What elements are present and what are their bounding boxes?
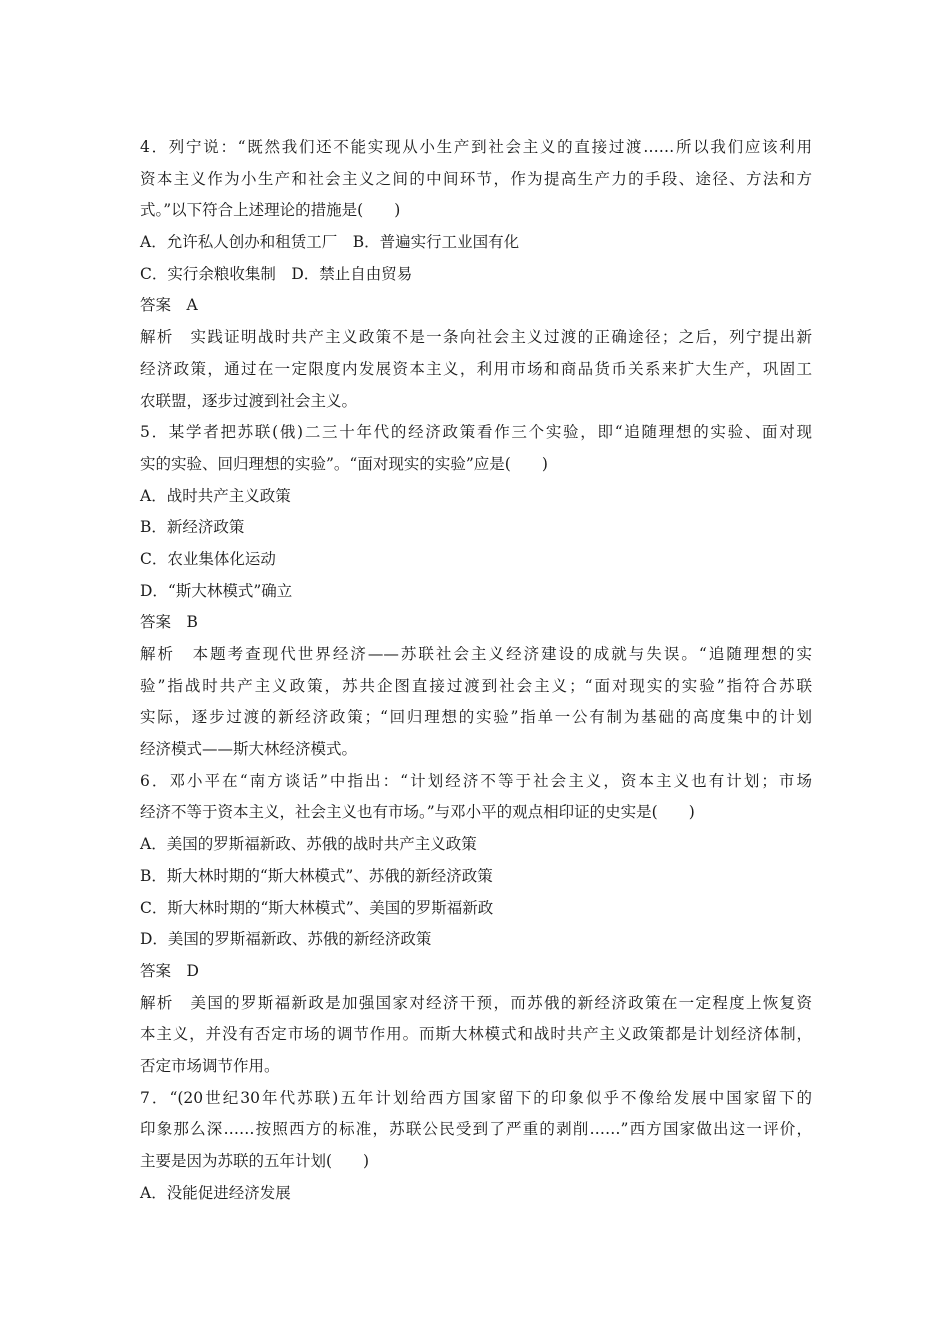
q4-stem-line-2: 资本主义作为小生产和社会主义之间的中间环节，作为提高生产力的手段、途径、方法和方: [140, 169, 812, 188]
q5-stem-line-1: 5．某学者把苏联(俄)二三十年代的经济政策看作三个实验，即“追随理想的实验、面对现: [140, 423, 812, 442]
q5-answer: 答案 B: [140, 613, 198, 632]
q6-answer: 答案 D: [140, 961, 199, 980]
q4-stem-line-1: 4．列宁说：“既然我们还不能实现从小生产到社会主义的直接过渡……所以我们应该利用: [140, 138, 812, 156]
q7-stem-line-2: 印象那么深……按照西方的标准，苏联公民受到了严重的剥削……”西方国家做出这一评价，: [140, 1120, 812, 1139]
q7-stem-line-1: 7．“(20世纪30年代苏联)五年计划给西方国家留下的印象似乎不像给发展中国家留下的: [140, 1088, 812, 1107]
q6-stem-line-1: 6．邓小平在“南方谈话”中指出：“计划经济不等于社会主义，资本主义也有计划；市场: [140, 771, 812, 790]
q6-analysis-line-2: 本主义，并没有否定市场的调节作用。而斯大林模式和战时共产主义政策都是计划经济体制，: [140, 1025, 812, 1044]
q6-option-d: D．美国的罗斯福新政、苏俄的新经济政策: [140, 930, 432, 949]
q6-option-b: B．斯大林时期的“斯大林模式”、苏俄的新经济政策: [140, 866, 493, 885]
q5-stem-line-2: 实的实验、回归理想的实验”。“面对现实的实验”应是( ): [140, 454, 548, 473]
document-body: [140, 132, 812, 1209]
q4-options-ab: A．允许私人创办和租赁工厂 B．普遍实行工业国有化: [140, 233, 520, 252]
q4-analysis-line-3: 农联盟，逐步过渡到社会主义。: [140, 391, 358, 410]
q5-analysis-line-3: 实际，逐步过渡的新经济政策；“回归理想的实验”指单一公有制为基础的高度集中的计划: [140, 708, 812, 727]
q6-analysis-line-3: 否定市场调节作用。: [140, 1056, 280, 1075]
q5-option-c: C．农业集体化运动: [140, 549, 276, 568]
q5-analysis-line-4: 经济模式——斯大林经济模式。: [140, 740, 358, 759]
q6-option-a: A．美国的罗斯福新政、苏俄的战时共产主义政策: [140, 835, 477, 854]
q4-analysis-line-2: 经济政策，通过在一定限度内发展资本主义，利用市场和商品货币关系来扩大生产，巩固工: [140, 359, 812, 378]
q4-stem-line-3: 式。”以下符合上述理论的措施是( ): [140, 201, 401, 220]
q6-option-c: C．斯大林时期的“斯大林模式”、美国的罗斯福新政: [140, 898, 494, 917]
q5-option-b: B．新经济政策: [140, 518, 245, 537]
q5-option-d: D．“斯大林模式”确立: [140, 581, 293, 600]
q6-analysis-line-1: 解析 美国的罗斯福新政是加强国家对经济干预，而苏俄的新经济政策在一定程度上恢复资: [140, 993, 812, 1012]
q6-stem-line-2: 经济不等于资本主义，社会主义也有市场。”与邓小平的观点相印证的史实是( ): [140, 803, 695, 822]
q4-options-cd: C．实行余粮收集制 D．禁止自由贸易: [140, 264, 413, 283]
q5-analysis-line-1: 解析 本题考查现代世界经济——苏联社会主义经济建设的成就与失误。“追随理想的实: [140, 645, 812, 663]
q5-analysis-line-2: 验”指战时共产主义政策，苏共企图直接过渡到社会主义；“面对现实的实验”指符合苏联: [140, 676, 812, 695]
q4-analysis-line-1: 解析 实践证明战时共产主义政策不是一条向社会主义过渡的正确途径；之后，列宁提出新: [140, 328, 812, 347]
q7-stem-line-3: 主要是因为苏联的五年计划( ): [140, 1152, 370, 1170]
q4-answer: 答案 A: [140, 296, 198, 315]
q5-option-a: A．战时共产主义政策: [140, 486, 291, 505]
q7-option-a: A．没能促进经济发展: [140, 1183, 291, 1202]
